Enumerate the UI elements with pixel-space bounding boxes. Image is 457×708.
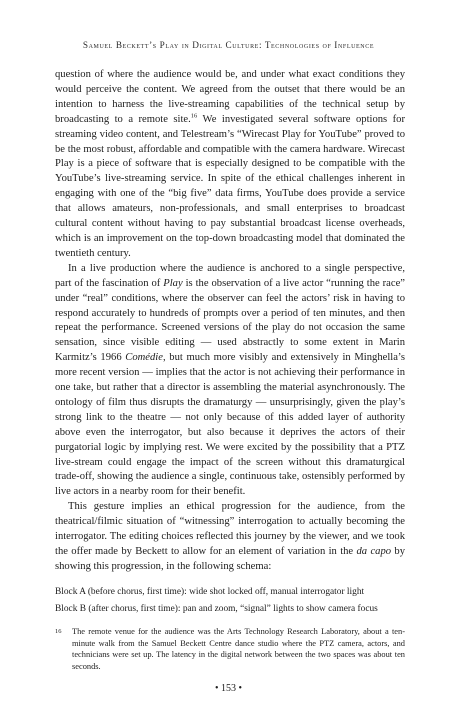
paragraph-2 [55, 262, 405, 501]
footnote [55, 626, 405, 672]
body-text [55, 68, 405, 618]
page-number: • 153 • [214, 683, 242, 694]
comedie-title: Comédie [125, 352, 163, 364]
footnote-mark: 16 [55, 628, 62, 635]
footnote-ref[interactable]: 16 [190, 112, 198, 120]
schema-item-block-a: Block A (before chorus, first time): wide shot locked off, manual interrogator light [55, 586, 365, 597]
paragraph-3 [55, 500, 405, 575]
paragraph-2-part-c: , but much more visibly and extensively in Minghella’s more recent version — implies that the actor is not achieving their performance in one take, but rather that a director is assembling the material asynchronously. The ontology of film thus disrupts the dramaturgy — unsurprisingly, given the play’s strong link to the theatre — not only because of this added layer of authority above even the interrogator, but also because it deprives the actors of their purgatorial logic by implying rest. We were excited by the possibility that a PTZ live-stream could engage the impact of the screen without this dramaturgical trade-off, showing the audience a single, continuous take, ostensibly performed by live actors in a nearby room for their benefit. [55, 352, 405, 498]
paragraph-2-part-b: is the observation of a live actor “running the race” under “real” conditions, where the observer can feel the actors’ risk in having to respond accurately to hundreds of prompts over a period of ten minutes, and then repeat the performance. Screened versions of the play do not occasion the same sensation, since visible editing — used abstractly to some extent in Marin Karmitz’s 1966 [55, 277, 405, 364]
paragraph-1-rest: We investigated several software options for streaming video content, and Telestream’s “Wirecast Play for YouTube” proved to be the most robust, affordable and compatible with the camera hardware. Wirecast Play is a piece of software that is especially designed to be compatible with the YouTube’s live-streaming service. In spite of the ethical challenges inherent in engaging with one of the “big five” data firms, YouTube does provide a service that allows amateurs, non-professionals, and small enterprises to broadcast cultural content without having to pay substantial broadcast license overheads, which is an improvement on the top-down broadcasting model that dominated the twentieth century. [55, 113, 406, 259]
footnote-text: The remote venue for the audience was the Arts Technology Research Laboratory, about a ten-minute walk from the Samuel Beckett Centre dance studio where the PTZ camera, actors, and technicians were set up. The latency in the digital network between the two spaces was about ten seconds. [72, 627, 405, 671]
paragraph-1-text: question of where the audience would be, and under what exact conditions they would perceive the content. We agreed from the outset that there would be an intention to harness the live-streaming capabilities of the technical setup by broadcasting to a remote site. [55, 69, 405, 125]
da-capo-term: da capo [356, 546, 392, 557]
schema-item-block-b: Block B (after chorus, first time): pan and zoom, “signal” lights to show camera focus [55, 603, 378, 614]
schema-list [55, 584, 405, 618]
paragraph-3-part-b: by showing this progression, in the following schema: [55, 546, 405, 572]
paragraph-1 [55, 68, 405, 262]
paragraph-2-part-a: In a live production where the audience is anchored to a single perspective, part of the fascination of [55, 262, 405, 289]
play-title: Play [163, 277, 183, 289]
paragraph-3-part-a: This gesture implies an ethical progression for the audience, from the theatrical/filmic situation of “witnessing” interrogation to actually becoming the interrogator. The editing choices reflected this journey by the viewer, and we took the offer made by Beckett to allow for an element of variation in the [55, 501, 405, 557]
running-head: Samuel Beckett’s Play in Digital Culture: Technologies of Influence [82, 40, 375, 50]
